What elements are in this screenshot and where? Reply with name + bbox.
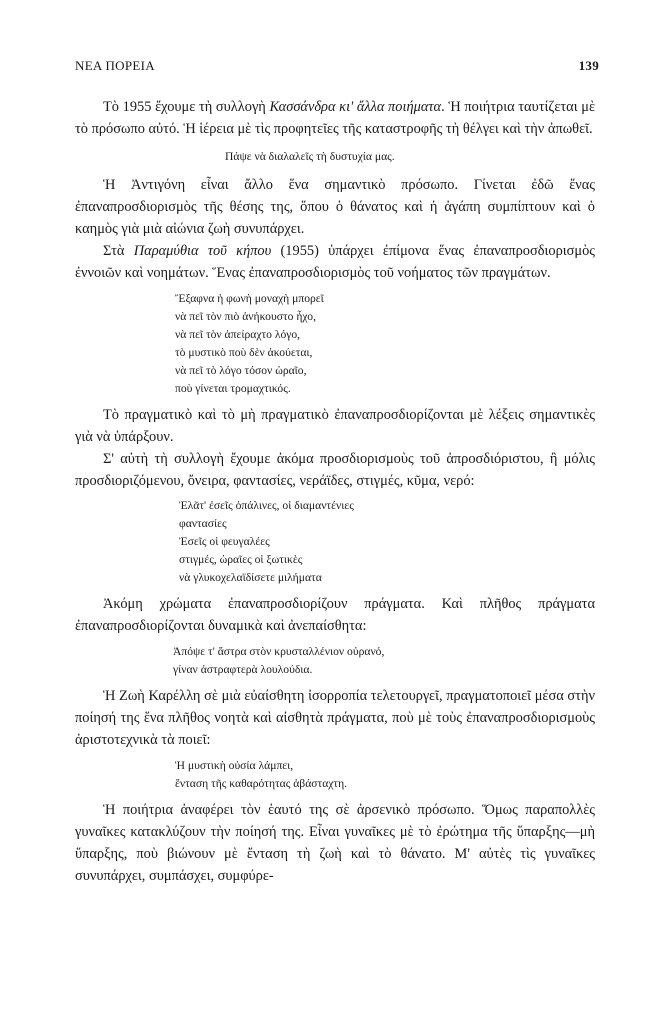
paragraph-3 bbox=[75, 240, 595, 284]
paragraph-3-start: Στὰ bbox=[103, 243, 134, 259]
verse-line: Ἐσεῖς οἱ φευγαλέες bbox=[179, 535, 270, 548]
verse-quote-2 bbox=[75, 290, 595, 398]
verse-line: ἔνταση τῆς καθαρότητας ἀβάσταχτη. bbox=[175, 777, 348, 790]
journal-title: ΝΕΑ ΠΟΡΕΙΑ bbox=[75, 58, 155, 73]
verse-line: Ἐλᾶτ' ἐσεῖς ὀπάλινες, οἱ διαμαντένιες bbox=[179, 499, 354, 512]
paragraph-6: Ἀκόμη χρώματα ἐπαναπροσδιορίζουν πράγματα. Καὶ πλῆθος πράγματα ἐπαναπροσδιορίζονται δυναμικὰ καὶ ἀνεπαίσθητα: bbox=[75, 596, 595, 634]
verse-line: Πάψε νὰ διαλαλεῖς τὴ δυστυχία μας. bbox=[225, 150, 395, 163]
verse-line: τὸ μυστικὸ ποὺ δὲν ἀκούεται, bbox=[175, 346, 313, 359]
book-title-kassandra: Κασσάνδρα κι' ἄλλα ποιήματα bbox=[269, 99, 442, 115]
paragraph-1-end: . Ἡ ποιήτρια ταυτίζεται μὲ τὸ πρόσωπο αὐτό. Ἡ ἱέρεια μὲ τὶς προφητεῖες τῆς καταστροφῆς τὴ θέλγει καὶ τὴν ἀπωθεῖ. bbox=[75, 99, 595, 137]
verse-line: Ἡ μυστικὴ οὐσία λάμπει, bbox=[175, 759, 294, 772]
paragraph-8: Ἡ ποιήτρια ἀναφέρει τὸν ἑαυτό της σὲ ἀρσενικὸ πρόσωπο. Ὅμως παραπολλὲς γυναῖκες κατακλύζουν τὴν ποίησή της. Εἶναι γυναῖκες μὲ τὸ ἐρώτημα τῆς ὕπαρξης—μὴ ὕπαρξης, ποὺ βιώνουν μὲ ἔνταση τὴ ζωὴ καὶ τὸ θάνατο. Μ' αὐτὲς τὶς γυναῖκες συνυπάρχει, συμπάσχει, συμφύρε- bbox=[75, 802, 595, 884]
verse-quote-1 bbox=[75, 148, 595, 166]
page-number: 139 bbox=[578, 58, 599, 73]
running-header bbox=[75, 58, 599, 76]
verse-line: νὰ γλυκοχελαϊδίσετε μιλήματα bbox=[179, 571, 322, 584]
paragraph-1-start: Τὸ 1955 ἔχουμε τὴ συλλογὴ bbox=[103, 99, 270, 115]
verse-line: φαντασίες bbox=[179, 517, 227, 530]
verse-line: νὰ πεῖ τὸ λόγο τόσον ὡραῖο, bbox=[175, 364, 307, 377]
verse-quote-3 bbox=[75, 497, 595, 587]
verse-line: στιγμές, ὡραῖες οἱ ξωτικὲς bbox=[179, 553, 303, 566]
body-text bbox=[75, 96, 595, 887]
verse-line: ποὺ γίνεται τρομαχτικός. bbox=[175, 382, 291, 395]
paragraph-2: Ἡ Ἀντιγόνη εἶναι ἄλλο ἕνα σημαντικὸ πρόσωπο. Γίνεται ἐδῶ ἕνας ἐπαναπροσδιορισμὸς τῆς θέσης της, ὅπου ὁ θάνατος καὶ ἡ ἀγάπη συμπίπτουν καὶ ὁ καημὸς γιὰ μιὰ αἰώνια ζωὴ συνυπάρχει. bbox=[75, 177, 595, 237]
verse-line: νὰ πεῖ τὸν ἀπείραχτο λόγο, bbox=[175, 328, 301, 341]
paragraph-7: Ἡ Ζωὴ Καρέλλη σὲ μιὰ εὐαίσθητη ἰσορροπία τελετουργεῖ, πραγματοποιεῖ μέσα στὴν ποίησή της ἕνα πλῆθος νοητὰ καὶ αἰσθητὰ πράγματα, ποὺ μὲ τοὺς ἐπαναπροσδιορισμοὺς ἀριστοτεχνικὰ τὰ ποιεῖ: bbox=[75, 688, 595, 748]
verse-quote-5 bbox=[75, 757, 595, 793]
paragraph-3-end: (1955) ὑπάρχει ἐπίμονα ἕνας ἐπαναπροσδιορισμὸς ἐννοιῶν καὶ νοημάτων. Ἕνας ἐπαναπροσδιορισμὸς τοῦ νοήματος τῶν πραγμάτων. bbox=[75, 243, 595, 281]
paragraph-5: Σ' αὐτὴ τὴ συλλογὴ ἔχουμε ἀκόμα προσδιορισμοὺς τοῦ ἀπροσδιόριστου, ἢ μόλις προσδιοριζόμενου, ὄνειρα, φαντασίες, νεράϊδες, στιγμές, κῦμα, νερό: bbox=[75, 451, 595, 489]
verse-line: Ἔξαφνα ἡ φωνὴ μοναχὴ μπορεῖ bbox=[175, 292, 324, 305]
book-title-paramythia: Παραμύθια τοῦ κήπου bbox=[133, 243, 272, 259]
verse-line: Ἀπόψε τ' ἄστρα στὸν κρυσταλλένιον οὐρανό, bbox=[173, 645, 385, 658]
paragraph-4: Τὸ πραγματικὸ καὶ τὸ μὴ πραγματικὸ ἐπαναπροσδιορίζονται μὲ λέξεις σημαντικὲς γιὰ νὰ ὑπάρξουν. bbox=[75, 407, 595, 445]
verse-line: γίναν ἀστραφτερὰ λουλούδια. bbox=[173, 663, 313, 676]
verse-quote-4 bbox=[75, 643, 595, 679]
paragraph-1 bbox=[75, 96, 595, 140]
verse-line: νὰ πεῖ τὸν πιὸ ἀνήκουστο ἦχο, bbox=[175, 310, 316, 323]
